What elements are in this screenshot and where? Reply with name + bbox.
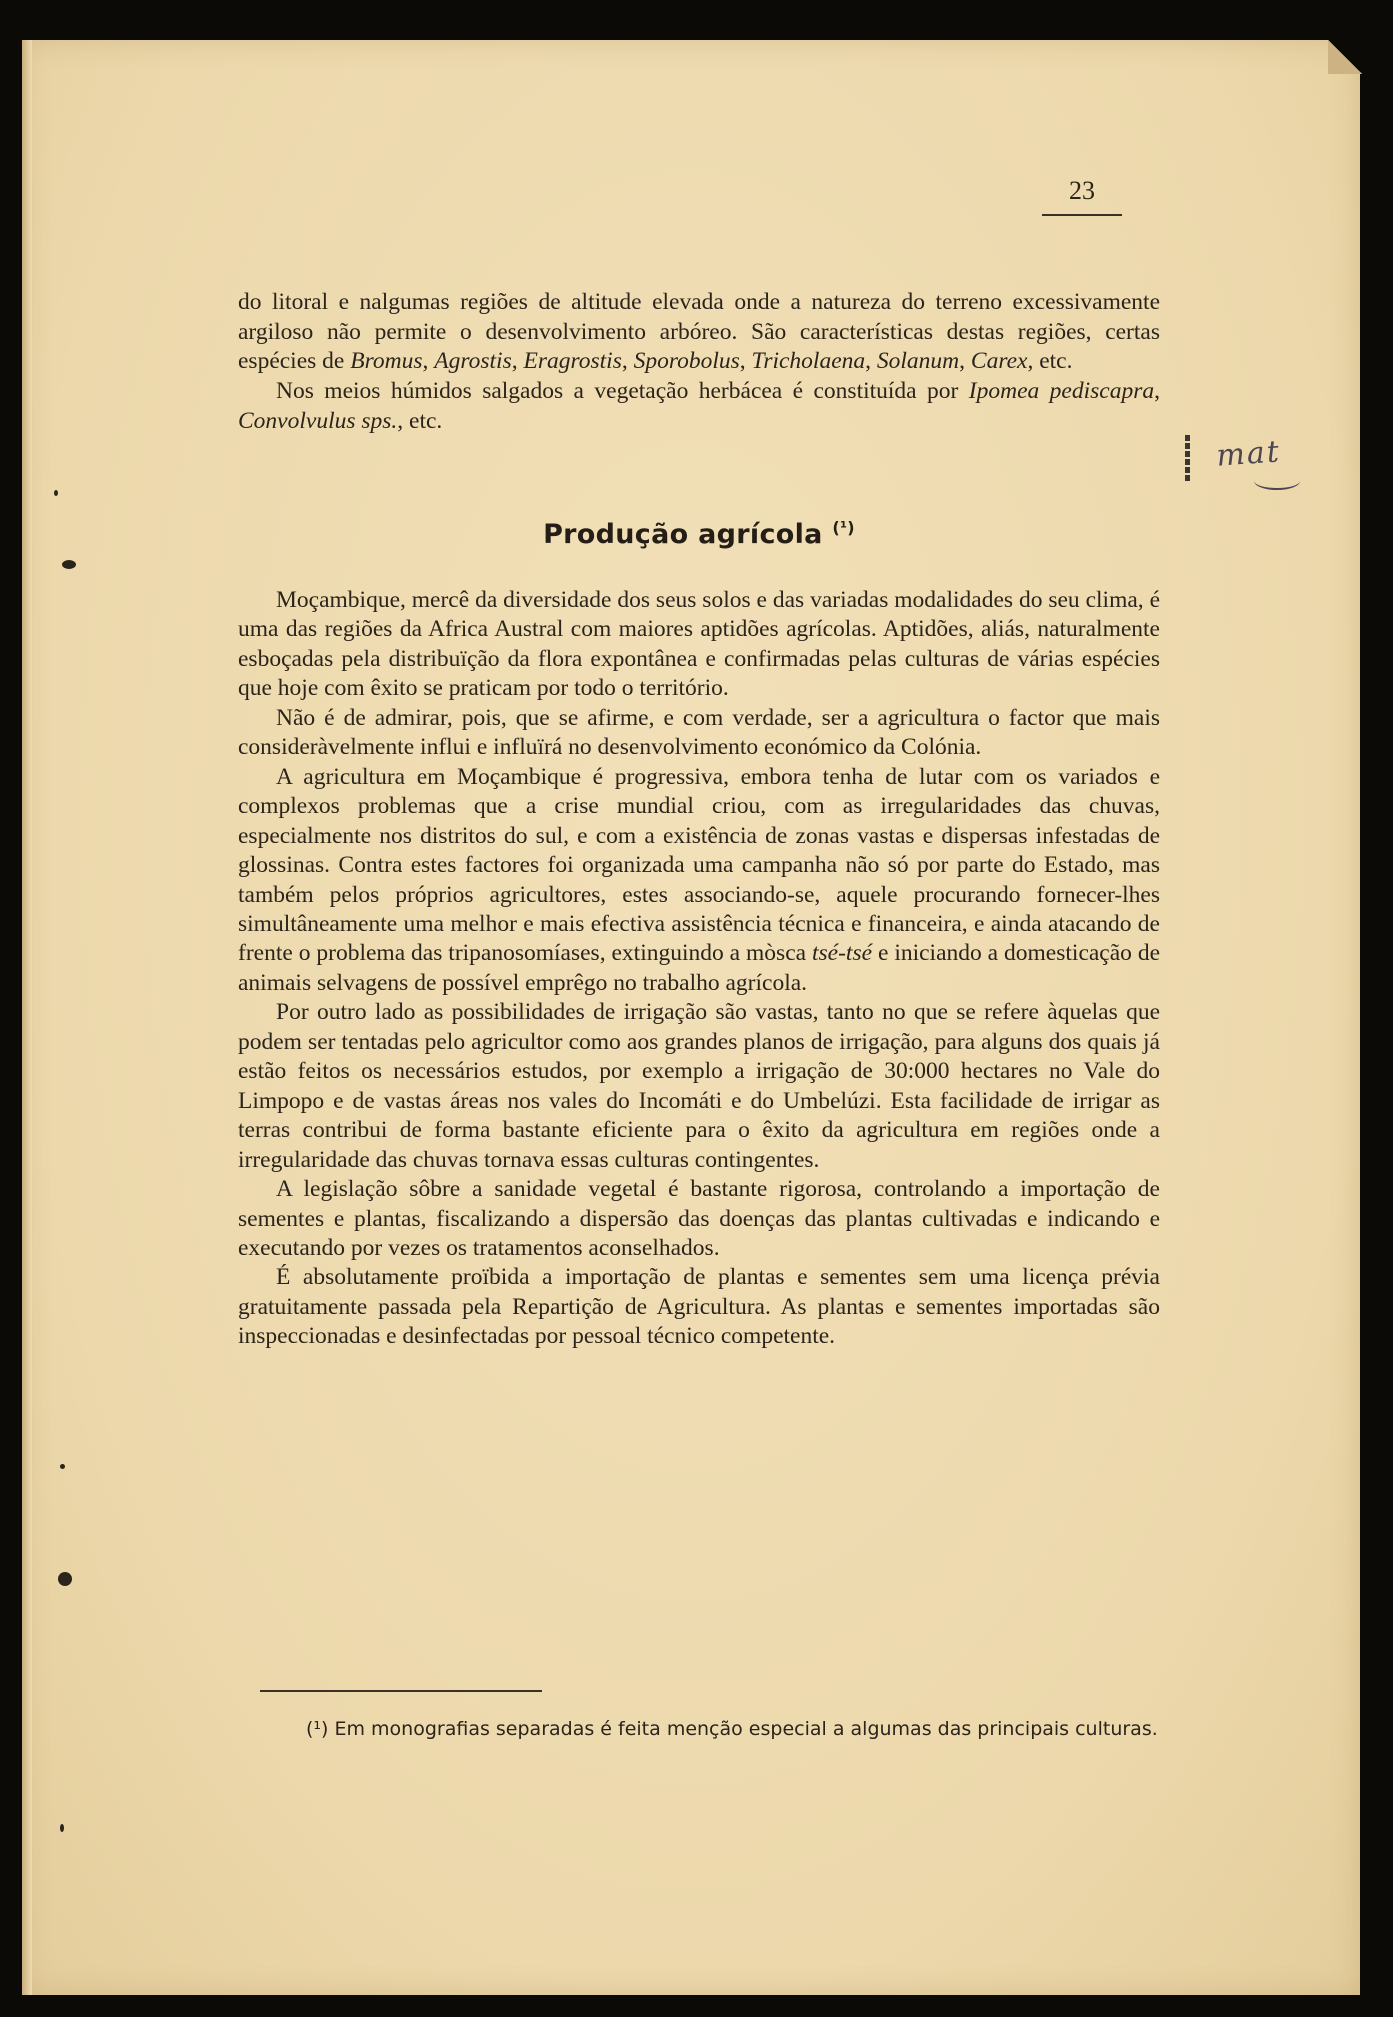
handwritten-underline: [1254, 472, 1300, 490]
species-name: Tricholaena: [751, 348, 866, 375]
ink-speck: [60, 1464, 65, 1469]
text-run: ,: [511, 348, 524, 375]
text-run: ,: [739, 348, 752, 375]
footnote-paragraph: [238, 1716, 1160, 1742]
document-page: [22, 40, 1360, 1995]
species-name: Solanum: [876, 348, 960, 375]
text-run: ,: [422, 348, 435, 375]
text-run: e iniciando a domesticação de animais selvagens de possível emprêgo no trabalho agrícola.: [238, 940, 1161, 996]
species-name: Agrostis: [434, 348, 512, 375]
species-name: Sporobolus: [633, 348, 740, 375]
text-run: A agricultura em Moçambique é progressiva, embora tenha de lutar com os variados e complexos problemas que a crise mundial criou, com as irregularidades das chuvas, especialmente nos distritos do sul, e com a existência de zonas vastas e dispersas infestadas de glossinas. Contra estes factores foi organizada uma campanha não só por parte do Estado, mas também pelos próprios agricultores, estes associando-se, aquele procurando fornecer-lhes simultâneamente uma melhor e mais efectiva assistência técnica e financeira, e ainda atacando de frente o problema das tripanosomíases, extinguindo a mòsca: [238, 763, 1160, 967]
footnote: [238, 1716, 1160, 1742]
text-run: Nos meios húmidos salgados a vegetação herbácea é constituída por: [276, 378, 969, 405]
ink-speck: [54, 490, 58, 496]
text-run: ,: [959, 348, 971, 375]
species-name: Ipomea pediscapra: [968, 378, 1155, 405]
section-heading: [238, 518, 1160, 550]
species-name: Convolvulus sps.: [238, 407, 398, 434]
margin-bracket-mark: [1185, 435, 1190, 481]
text-run: , etc.: [1027, 348, 1073, 375]
handwritten-annotation: mat: [1215, 434, 1282, 474]
ink-speck: [62, 560, 76, 569]
text-run: ,: [865, 348, 877, 375]
paragraph: É absolutamente proïbida a importação de plantas e sementes sem uma licença prévia gratuitamente passada pela Repartição de Agricultura. As plantas e sementes importadas são inspeccionadas e desinfectadas por pessoal técnico competente.: [238, 1264, 1160, 1350]
species-name: Bromus: [350, 348, 423, 375]
species-name: Carex: [970, 348, 1028, 375]
paragraph: Moçambique, mercê da diversidade dos seus solos e das variadas modalidades do seu clima, é uma das regiões da Africa Austral com maiores aptidões agrícolas. Aptidões, aliás, naturalmente esboçadas pela distribuïção da flora expontânea e confirmadas pelas culturas de várias espécies que hoje com êxito se praticam por todo o território.: [238, 587, 1160, 702]
footnote-text: Em monografias separadas é feita menção especial a algumas das principais culturas.: [328, 1718, 1158, 1740]
text-run: ,: [621, 348, 634, 375]
text-run: , etc.: [397, 407, 443, 434]
text-run: do litoral e nalgumas regiões de altitude elevada onde a natureza do terreno excessivamente argiloso não permite o desenvolvimento arbóreo. São características destas regiões, certas espécies de: [238, 289, 1160, 375]
italic-term: tsé-tsé: [812, 940, 873, 967]
ink-speck: [58, 1572, 72, 1586]
page-number: 23: [1042, 168, 1122, 216]
body-text: [238, 586, 1160, 1352]
paragraph: A legislação sôbre a sanidade vegetal é bastante rigorosa, controlando a importação de sementes e plantas, fiscalizando a dispersão das doenças das plantas cultivadas e indicando e executando por vezes os tratamentos aconselhados.: [238, 1176, 1160, 1261]
footnote-reference: (¹): [832, 518, 855, 537]
text-run: ,: [1154, 378, 1160, 405]
ink-speck: [60, 1824, 64, 1832]
page-corner-curl: [1328, 40, 1362, 74]
page-edge-shadow: [22, 40, 32, 1995]
continuation-text: [238, 288, 1160, 437]
footnote-mark: (¹): [306, 1718, 329, 1740]
paragraph-continued: [238, 288, 1160, 377]
paragraph: Não é de admirar, pois, que se afirme, e com verdade, ser a agricultura o factor que mais consideràvelmente influi e influïrá no desenvolvimento económico da Colónia.: [238, 704, 1160, 761]
species-name: Eragrostis: [523, 348, 622, 375]
paragraph: [238, 763, 1160, 999]
paragraph-saline-vegetation: [238, 377, 1160, 436]
section-title: Produção agrícola: [543, 519, 823, 550]
footnote-divider: [260, 1690, 542, 1692]
paragraph: Por outro lado as possibilidades de irrigação são vastas, tanto no que se refere àquelas que podem ser tentadas pelo agricultor como aos grandes planos de irrigação, para alguns dos quais já estão feitos os necessários estudos, por exemplo a irrigação de 30:000 hectares no Vale do Limpopo e de vastas áreas nos vales do Incomáti e do Umbelúzi. Esta facilidade de irrigar as terras contribui de forma bastante eficiente para o êxito da agricultura em regiões onde a irregularidade das chuvas tornava essas culturas contingentes.: [238, 999, 1160, 1173]
